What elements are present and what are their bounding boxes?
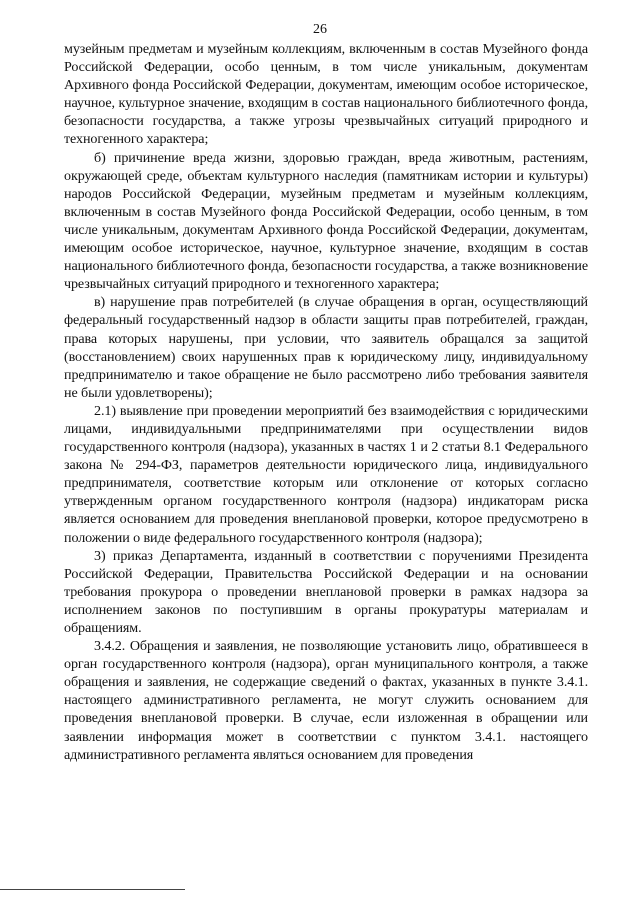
footer-rule [0, 889, 185, 890]
paragraph-item-3: 3) приказ Департамента, изданный в соответствии с поручениями Президента Российской Федерации, Правительства Российской Федерации и на основании требования прокурора о проведении внеплановой проверки в рамках надзора за исполнением законов по поступившим в органы прокуратуры материалам и обращениям. [64, 547, 588, 636]
page-number: 26 [313, 22, 327, 37]
document-body [64, 40, 588, 764]
paragraph-3-4-2: 3.4.2. Обращения и заявления, не позволяющие установить лицо, обратившееся в орган государственного контроля (надзора), орган муниципального контроля, а также обращения и заявления, не содержащие сведений о фактах, указанных в пункте 3.4.1. настоящего административного регламента, не могут служить основанием для проведения внеплановой проверки. В случае, если изложенная в обращении или заявлении информация может в соответствии с пунктом 3.4.1. настоящего административного регламента являться основанием для проведения [64, 638, 588, 763]
paragraph-item-2-1: 2.1) выявление при проведении мероприятий без взаимодействия с юридическими лицами, индивидуальными предпринимателями при осуществлении видов государственного контроля (надзора), указанных в частях 1 и 2 статьи 8.1 Федерального закона № 294-ФЗ, параметров деятельности юридического лица, индивидуального предпринимателя, соответствие которым или отклонение от которых согласно утвержденным органом государственного контроля (надзора) индикаторам риска является основанием для проведения внеплановой проверки, которое предусмотрено в положении о виде федерального государственного контроля (надзора); [64, 402, 588, 546]
paragraph-item-b: б) причинение вреда жизни, здоровью граждан, вреда животным, растениям, окружающей среде, объектам культурного наследия (памятникам истории и культуры) народов Российской Федерации, музейным предметам и музейным коллекциям, включенным в состав Музейного фонда Российской Федерации, особо ценным, в том числе уникальным, документам Архивного фонда Российской Федерации, документам, имеющим особое историческое, научное, культурное значение, входящим в состав национального библиотечного фонда, безопасности государства, а также возникновение чрезвычайных ситуаций природного и техногенного характера; [64, 149, 588, 293]
paragraph-item-v: в) нарушение прав потребителей (в случае обращения в орган, осуществляющий федеральный государственный надзор в области защиты прав потребителей, граждан, права которых нарушены, при условии, что заявитель обращался за защитой (восстановлением) своих нарушенных прав к юридическому лицу, индивидуальному предпринимателю и такое обращение не было рассмотрено либо требования заявителя не были удовлетворены); [64, 294, 588, 401]
paragraph-continuation: музейным предметам и музейным коллекциям, включенным в состав Музейного фонда Российской Федерации, особо ценным, в том числе уникальным, документам Архивного фонда Российской Федерации, документам, имеющим особое историческое, научное, культурное значение, входящим в состав национального библиотечного фонда, безопасности государства, а также угрозы чрезвычайных ситуаций природного и техногенного характера; [64, 41, 588, 148]
